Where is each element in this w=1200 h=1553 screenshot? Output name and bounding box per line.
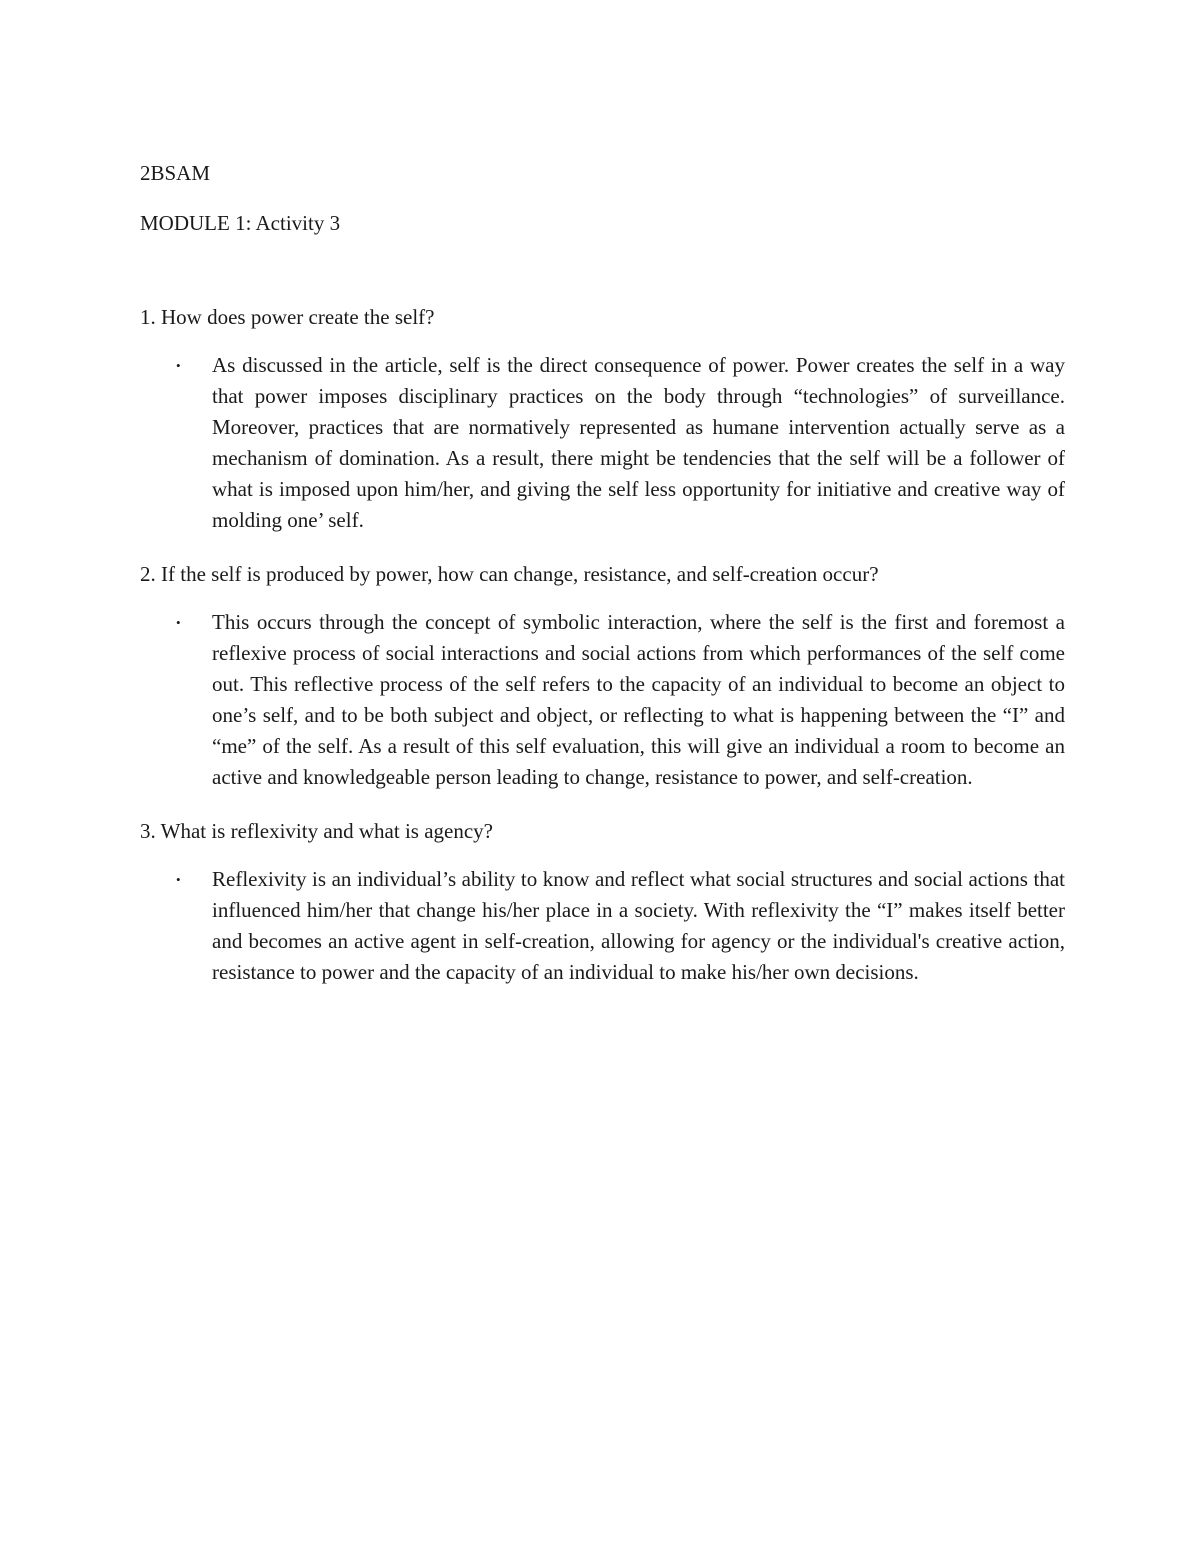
question-1: 1. How does power create the self? <box>140 305 435 329</box>
bullet-icon: • <box>176 615 181 630</box>
qa-item-3 <box>140 818 1065 988</box>
answer-3 <box>176 864 1065 988</box>
question-3: 3. What is reflexivity and what is agency? <box>140 819 494 843</box>
bullet-icon: • <box>176 358 181 373</box>
answer-2-text: This occurs through the concept of symbolic interaction, where the self is the first and foremost a reflexive process of social interactions and social actions from which performances of the self come out. This reflective process of the self refers to the capacity of an individual to become an object to one’s self, and to be both subject and object, or reflecting to what is happening between the “I” and “me” of the self. As a result of this self evaluation, this will give an individual a room to become an active and knowledgeable person leading to change, resistance to power, and self-creation. <box>212 610 1065 789</box>
answer-1-text: As discussed in the article, self is the direct consequence of power. Power creates the self in a way that power imposes disciplinary practices on the body through “technologies” of surveillance. Moreover, practices that are normatively represented as humane intervention actually serve as a mechanism of domination. As a result, there might be tendencies that the self will be a follower of what is imposed upon him/her, and giving the self less opportunity for initiative and creative way of molding one’ self. <box>212 353 1065 532</box>
answer-3-text: Reflexivity is an individual’s ability to know and reflect what social structures and social actions that influenced him/her that change his/her place in a society. With reflexivity the “I” makes itself better and becomes an active agent in self-creation, allowing for agency or the individual's creative action, resistance to power and the capacity of an individual to make his/her own decisions. <box>212 867 1065 984</box>
question-2: 2. If the self is produced by power, how can change, resistance, and self-creation occur? <box>140 562 879 586</box>
qa-item-1 <box>140 304 1065 536</box>
question-list <box>140 304 1065 1013</box>
qa-item-2 <box>140 561 1065 793</box>
module-title: MODULE 1: Activity 3 <box>140 211 341 235</box>
class-code: 2BSAM <box>140 161 211 185</box>
bullet-icon: • <box>176 872 181 887</box>
answer-2 <box>176 607 1065 793</box>
answer-1 <box>176 350 1065 536</box>
